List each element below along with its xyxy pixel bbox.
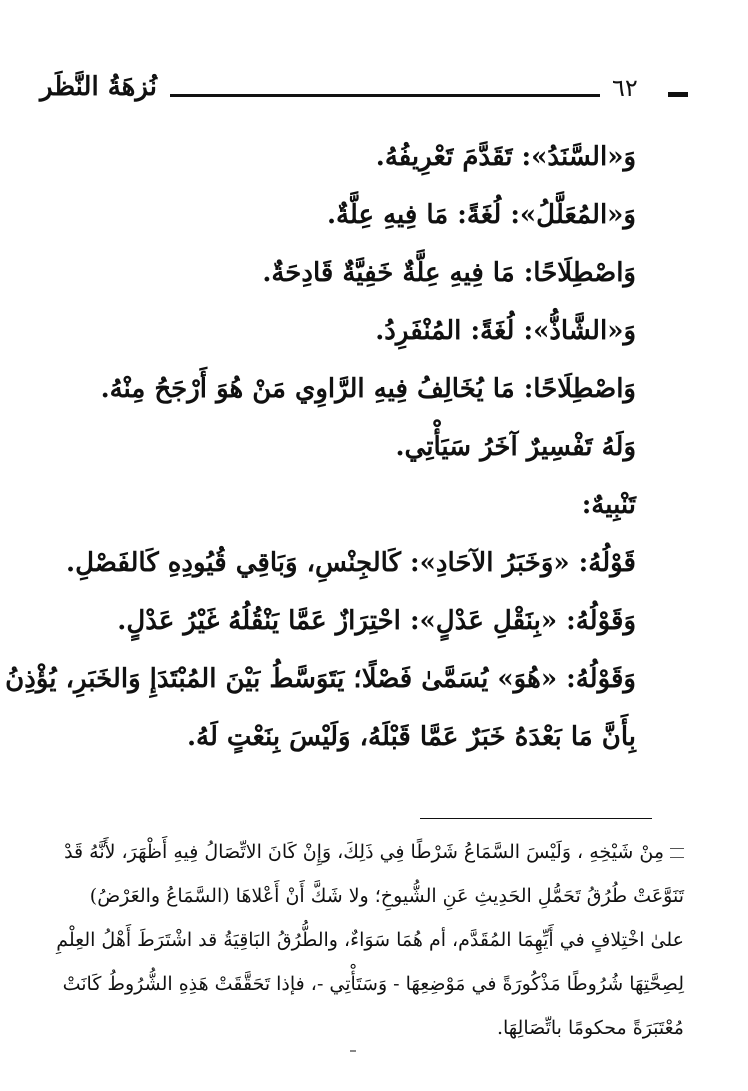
- footnote-line: لِصِحَّتِهَا شُرُوطًا مَذْكُورَةً في مَوْضِعِهَا - وَسَتَأْتِي -، فإذا تَحَقَّقَتْ هَذِهِ الشُّرُوطُ كَانَتْ: [62, 973, 684, 995]
- text-line: وَقَوْلُهُ: «هُوَ» يُسَمَّىٰ فَصْلًا؛ يَتَوَسَّطُ بَيْنَ المُبْتَدَإِ وَالخَبَرِ، يُؤْذِنُ: [5, 664, 636, 694]
- text-line: وَ«الشَّاذُّ»: لُغَةً: المُنْفَرِدُ.: [375, 316, 636, 346]
- text-line: وَاصْطِلَاحًا: مَا فِيهِ عِلَّةٌ خَفِيَّةٌ قَادِحَةٌ.: [262, 258, 636, 288]
- footnote-line-text: مِنْ شَيْخِهِ ، وَلَيْسَ السَّمَاعُ شَرْطًا فِي ذَلِكَ، وَإِنْ كَانَ الاتِّصَالُ فِيهِ أَظْهَرَ، لأَنَّهُ قَدْ: [64, 841, 664, 863]
- text-line: وَاصْطِلَاحًا: مَا يُخَالِفُ فِيهِ الرَّاوِي مَنْ هُوَ أَرْجَحُ مِنْهُ.: [100, 374, 636, 404]
- footnote: [54, 830, 684, 1050]
- text-line: بِأَنَّ مَا بَعْدَهُ خَبَرٌ عَمَّا قَبْلَهُ، وَلَيْسَ بِنَعْتٍ لَهُ.: [186, 722, 636, 752]
- main-text: [5, 128, 636, 766]
- text-line: وَقَوْلُهُ: «بِنَقْلِ عَدْلٍ»: احْتِرَازٌ عَمَّا يَنْقُلُهُ غَيْرُ عَدْلٍ.: [117, 606, 636, 636]
- text-line: قَوْلُهُ: «وَخَبَرُ الآحَادِ»: كَالجِنْسِ، وَبَاقِي قُيُودِهِ كَالفَصْلِ.: [66, 548, 636, 578]
- footnote-line: مُعْتَبَرَةً محكومًا باتِّصَالِهَا.: [496, 1017, 684, 1039]
- footnote-line: تَنَوَّعَتْ طُرُقُ تَحَمُّلِ الحَدِيثِ عَنِ الشُّيوخِ؛ ولا شَكَّ أَنْ أَعْلاهَا (السَّمَاعُ والعَرْضُ): [89, 885, 684, 907]
- print-speck: [350, 1050, 356, 1052]
- text-line: وَ«السَّنَدُ»: تَقَدَّمَ تَعْرِيفُهُ.: [375, 142, 636, 172]
- running-header: [40, 62, 680, 122]
- footnote-rule: [420, 818, 652, 819]
- page-number: ٦٢: [612, 74, 638, 102]
- text-line: وَلَهُ تَفْسِيرٌ آخَرُ سَيَأْتِي.: [395, 432, 636, 462]
- header-rule: [170, 94, 600, 97]
- text-line: وَ«المُعَلَّلُ»: لُغَةً: مَا فِيهِ عِلَّةٌ.: [326, 200, 636, 230]
- footnote-line: علىٰ اخْتِلافٍ في أَيِّهِمَا المُقَدَّم، أم هُمَا سَوَاءٌ، والطُّرُقُ البَاقِيَةُ قد اشْتَرَطَ أَهْلُ العِلْمِ: [56, 929, 684, 951]
- page-number-dash: [668, 92, 688, 97]
- continuation-mark-icon: [670, 848, 684, 858]
- book-title: نُزهَةُ النَّظَر: [40, 72, 157, 102]
- section-heading: تَنْبِيهٌ:: [581, 490, 636, 520]
- footnote-line: [54, 830, 684, 874]
